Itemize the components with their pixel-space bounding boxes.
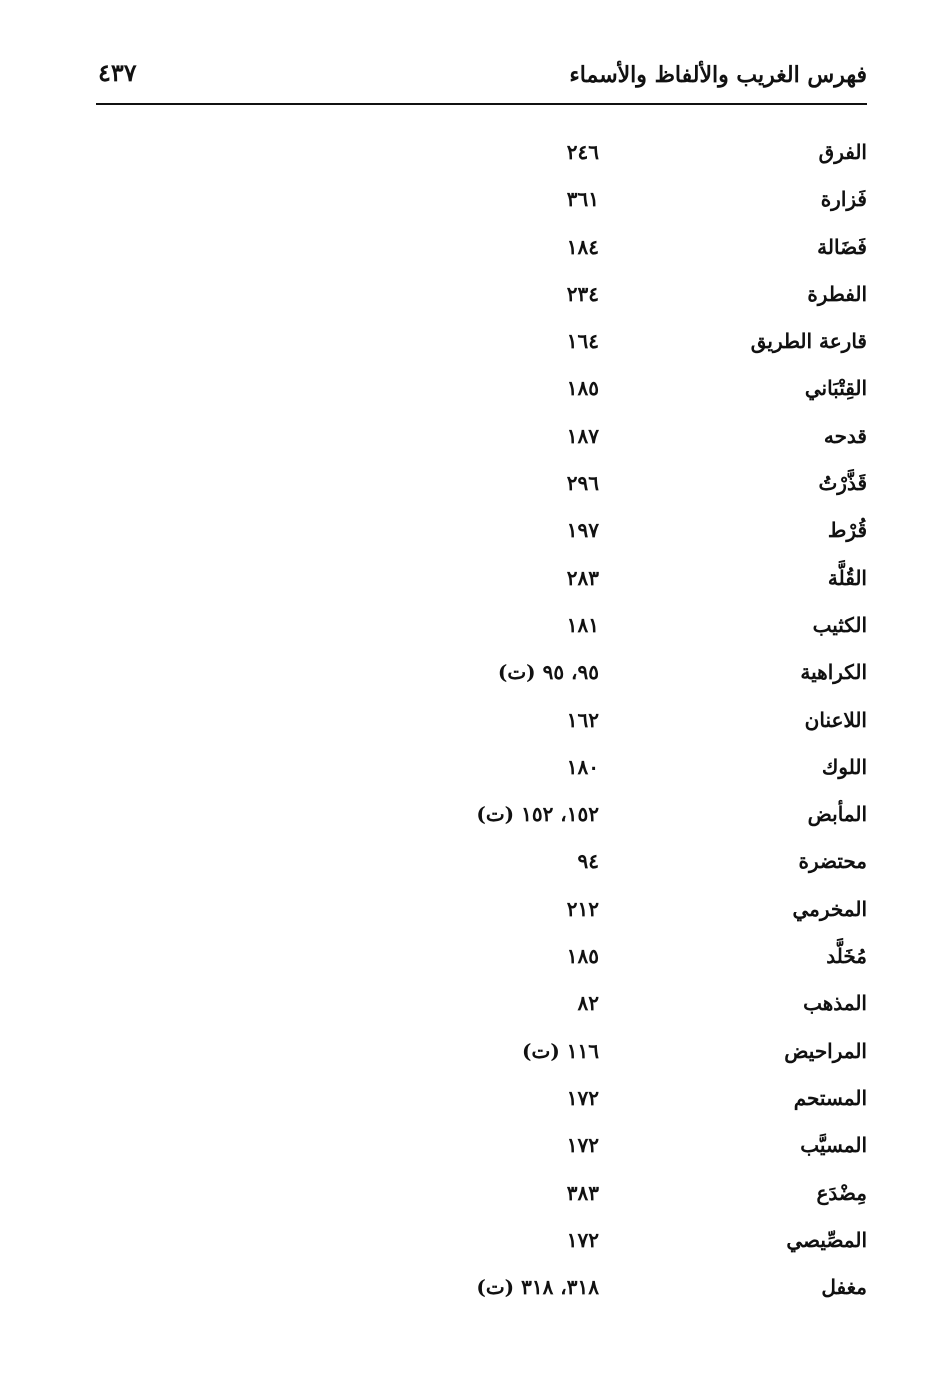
index-page-refs: ١٩٧ — [566, 518, 599, 543]
index-entry — [0, 223, 951, 270]
index-entry — [0, 412, 951, 459]
index-entry — [0, 648, 951, 695]
index-entry — [0, 696, 951, 743]
index-page-refs: ١٧٢ — [566, 1133, 599, 1158]
index-entry — [0, 364, 951, 411]
index-entry — [0, 1216, 951, 1263]
index-term: المخرمي — [792, 896, 867, 921]
index-page-refs: ٩٤ — [577, 849, 599, 874]
index-entry — [0, 1074, 951, 1121]
index-entry — [0, 790, 951, 837]
index-term: المذهب — [803, 991, 867, 1016]
index-entry — [0, 270, 951, 317]
index-entry — [0, 554, 951, 601]
index-term: مُخَلَّد — [826, 944, 867, 969]
index-term: الفطرة — [807, 281, 867, 306]
index-page-refs: ١٦٤ — [566, 329, 599, 354]
index-page-refs: ٩٥، ٩٥ (ت) — [497, 660, 599, 685]
index-entry — [0, 601, 951, 648]
index-entry — [0, 1121, 951, 1168]
index-entry — [0, 932, 951, 979]
index-entries — [0, 128, 951, 1310]
index-page-refs: ١٨٧ — [566, 423, 599, 448]
index-term: قارعة الطريق — [750, 329, 867, 354]
index-page-refs: ١٨٤ — [566, 234, 599, 259]
index-page-refs: ١٥٢، ١٥٢ (ت) — [476, 802, 599, 827]
index-term: فَضَالة — [817, 234, 867, 259]
index-entry — [0, 175, 951, 222]
index-entry — [0, 1027, 951, 1074]
index-term: القِتْبَاني — [804, 376, 867, 401]
index-page-refs: ٨٢ — [577, 991, 599, 1016]
index-page-refs: ٢٩٦ — [566, 471, 599, 496]
index-entry — [0, 1169, 951, 1216]
index-page-refs: ١١٦ (ت) — [522, 1038, 599, 1063]
index-page-refs: ٢٣٤ — [566, 281, 599, 306]
index-term: قُرْط — [827, 518, 867, 543]
index-term: مغفل — [821, 1275, 867, 1300]
index-entry — [0, 885, 951, 932]
index-entry — [0, 317, 951, 364]
index-term: مِضْدَع — [816, 1180, 867, 1205]
index-term: محتضرة — [798, 849, 867, 874]
index-term: المراحيض — [784, 1038, 867, 1063]
index-entry — [0, 128, 951, 175]
index-page-refs: ١٨٠ — [566, 754, 599, 779]
page-number: ٤٣٧ — [98, 58, 137, 87]
index-page-refs: ٣١٨، ٣١٨ (ت) — [476, 1275, 599, 1300]
index-term: قَذَّرْتُ — [818, 471, 867, 496]
index-page-refs: ١٨٥ — [566, 376, 599, 401]
index-page-refs: ١٧٢ — [566, 1227, 599, 1252]
running-header-title: فهرس الغريب والألفاظ والأسماء — [569, 62, 867, 88]
index-entry — [0, 1263, 951, 1310]
index-term: المصِّيصي — [786, 1227, 867, 1252]
index-page-refs: ١٨١ — [566, 612, 599, 637]
index-entry — [0, 506, 951, 553]
index-term: المستحم — [793, 1085, 867, 1110]
header-rule — [96, 103, 867, 105]
index-page-refs: ٣٨٣ — [566, 1180, 599, 1205]
index-page-refs: ١٧٢ — [566, 1085, 599, 1110]
index-term: الكراهية — [800, 660, 867, 685]
index-page-refs: ١٦٢ — [566, 707, 599, 732]
index-page-refs: ٢٤٦ — [566, 140, 599, 164]
index-term: فَزارة — [820, 187, 867, 212]
index-term: قدحه — [823, 423, 867, 448]
index-entry — [0, 459, 951, 506]
index-term: القُلَّة — [827, 565, 867, 590]
index-term: الكثيب — [812, 612, 867, 637]
index-page-refs: ٢١٢ — [566, 896, 599, 921]
index-term: المأبض — [807, 802, 867, 827]
index-term: المسيَّب — [800, 1133, 867, 1158]
index-entry — [0, 979, 951, 1026]
index-page-refs: ٣٦١ — [566, 187, 599, 212]
index-term: الفرق — [818, 140, 867, 164]
index-term: اللوك — [821, 754, 867, 779]
index-page-refs: ٢٨٣ — [566, 565, 599, 590]
index-page-refs: ١٨٥ — [566, 944, 599, 969]
index-entry — [0, 837, 951, 884]
index-term: اللاعنان — [804, 707, 867, 732]
index-entry — [0, 743, 951, 790]
